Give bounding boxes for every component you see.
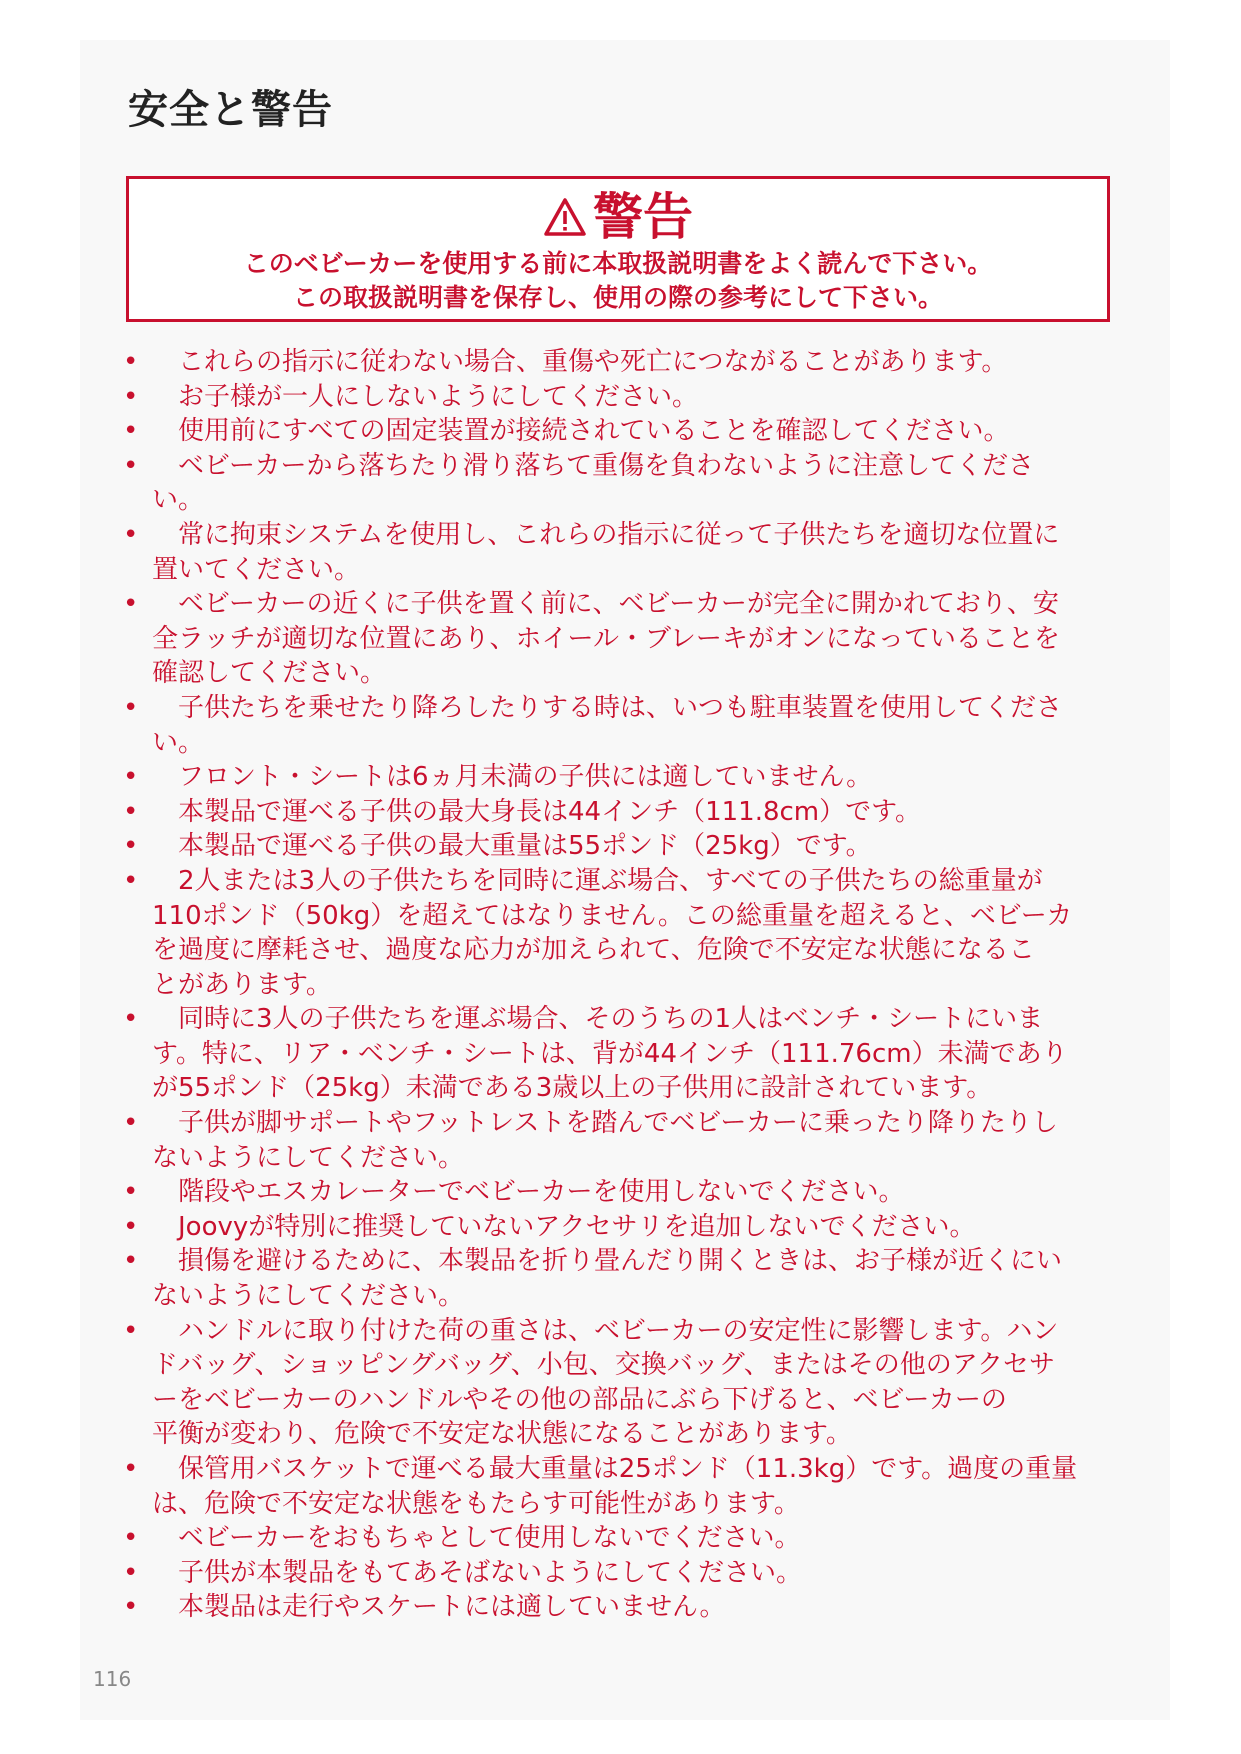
warning-item-line: ベビーカーから落ちたり滑り落ちて重傷を負わないように注意してくださ	[152, 450, 1035, 481]
warning-item	[120, 1590, 1160, 1625]
warning-item	[120, 1175, 1160, 1210]
bullet-icon: •	[123, 519, 139, 550]
warning-item	[120, 1314, 1160, 1452]
warning-line-1: このベビーカーを使用する前に本取扱説明書をよく読んで下さい。	[243, 249, 993, 278]
warning-item-line: 平衡が変わり、危険で不安定な状態になることがあります。	[152, 1419, 852, 1450]
warning-item	[120, 691, 1160, 760]
bullet-icon: •	[123, 1557, 139, 1588]
bullet-icon: •	[123, 1108, 139, 1139]
warning-item-line: 損傷を避けるために、本製品を折り畳んだり開くときは、お子様が近くにい	[152, 1246, 1063, 1277]
warning-item	[120, 1244, 1160, 1313]
warning-item-text	[152, 1452, 1160, 1521]
warning-item	[120, 587, 1160, 691]
warning-item-line: 全ラッチが適切な位置にあり、ホイール・ブレーキがオンになっていることを	[152, 623, 1060, 654]
warning-triangle-icon	[543, 197, 587, 237]
warning-item-line: 保管用バスケットで運べる最大重量は25ポンド（11.3kg）です。過度の重量	[152, 1454, 1078, 1484]
bullet-icon: •	[123, 589, 139, 620]
bullet-icon: •	[123, 1177, 139, 1208]
warning-item-line: い。	[152, 727, 205, 758]
warning-item	[120, 1556, 1160, 1591]
warning-item-line: 置いてください。	[152, 554, 361, 585]
warning-item	[120, 518, 1160, 587]
warning-item-line: 常に拘束システムを使用し、これらの指示に従って子供たちを適切な位置に	[152, 519, 1060, 550]
warning-item	[120, 795, 1160, 830]
warning-item	[120, 829, 1160, 864]
warning-item	[120, 414, 1160, 449]
warning-item-text	[152, 1106, 1160, 1175]
bullet-icon: •	[123, 692, 139, 723]
warning-item-line: 110ポンド（50kg）を超えてはなりません。この総重量を超えると、ベビーカ	[152, 900, 1073, 931]
warning-box	[126, 176, 1110, 322]
warning-item-text	[152, 1314, 1160, 1452]
warning-item-line: 本製品は走行やスケートには適していません。	[152, 1592, 726, 1623]
bullet-icon: •	[123, 831, 139, 862]
warning-item-line: 同時に3人の子供たちを運ぶ場合、そのうちの1人はベンチ・シートにいま	[152, 1004, 1044, 1035]
warning-item-text	[152, 795, 1160, 830]
warning-item-line: ベビーカーをおもちゃとして使用しないでください。	[152, 1523, 801, 1554]
warning-item-text	[152, 864, 1160, 1002]
warning-item-line: 子供たちを乗せたり降ろしたりする時は、いつも駐車装置を使用してくださ	[152, 692, 1063, 723]
warning-item-line: 確認してください。	[152, 658, 387, 689]
bullet-icon: •	[123, 1523, 139, 1554]
page-title: 安全と警告	[128, 87, 333, 133]
warning-item-line: お子様が一人にしないようにしてください。	[152, 381, 699, 412]
warning-item-line: ないようにしてください。	[152, 1142, 465, 1173]
bullet-icon: •	[123, 865, 139, 896]
warning-item-text	[152, 587, 1160, 691]
warning-item-line: ハンドルに取り付けた荷の重さは、ベビーカーの安定性に影響します。ハン	[152, 1315, 1059, 1346]
warning-item-line: とがあります。	[152, 969, 332, 1000]
warning-list	[120, 345, 1160, 1625]
bullet-icon: •	[123, 1246, 139, 1277]
warning-item-line: い。	[152, 485, 205, 516]
bullet-icon: •	[123, 381, 139, 412]
warning-line-2: この取扱説明書を保存し、使用の際の参考にして下さい。	[292, 283, 943, 312]
warning-item-text	[152, 449, 1160, 518]
bullet-icon: •	[123, 1315, 139, 1346]
bullet-icon: •	[123, 762, 139, 793]
warning-item-text	[152, 1556, 1160, 1591]
warning-item-line: が55ポンド（25kg）未満である3歳以上の子供用に設計されています。	[152, 1073, 993, 1104]
warning-heading: 警告	[593, 188, 693, 246]
warning-item-line: を過度に摩耗させ、過度な応力が加えられて、危険で不安定な状態になるこ	[152, 935, 1035, 966]
bullet-icon: •	[123, 1004, 139, 1035]
bullet-icon: •	[123, 347, 139, 377]
warning-item	[120, 1452, 1160, 1521]
bullet-icon: •	[123, 450, 139, 481]
warning-item-line: 階段やエスカレーターでベビーカーを使用しないでください。	[152, 1177, 905, 1208]
warning-item-line: 2人または3人の子供たちを同時に運ぶ場合、すべての子供たちの総重量が	[152, 865, 1043, 896]
warning-item	[120, 449, 1160, 518]
warning-item-line: 本製品で運べる子供の最大身長は44インチ（111.8cm）です。	[152, 796, 922, 827]
warning-item-line: す。特に、リア・ベンチ・シートは、背が44インチ（111.76cm）未満であり	[152, 1038, 1068, 1069]
warning-item-line: これらの指示に従わない場合、重傷や死亡につながることがあります。	[152, 347, 1008, 377]
warning-item-text	[152, 414, 1160, 449]
bullet-icon: •	[123, 1454, 139, 1484]
warning-item-text	[152, 1210, 1160, 1245]
warning-item-line: フロント・シートは6ヵ月未満の子供には適していません。	[152, 762, 873, 793]
warning-item-text	[152, 1002, 1160, 1106]
warning-item-text	[152, 380, 1160, 415]
bullet-icon: •	[123, 1592, 139, 1623]
warning-item-text	[152, 1244, 1160, 1313]
warning-item-text	[152, 518, 1160, 587]
warning-item-line: ドバッグ、ショッピングバッグ、小包、交換バッグ、またはその他のアクセサ	[152, 1350, 1055, 1381]
warning-item-line: Joovyが特別に推奨していないアクセサリを追加しないでください。	[152, 1211, 976, 1242]
warning-item-text	[152, 691, 1160, 760]
warning-item-line: ーをベビーカーのハンドルやその他の部品にぶら下げると、ベビーカーの	[152, 1384, 1007, 1415]
warning-item-text	[152, 345, 1160, 380]
warning-item	[120, 1521, 1160, 1556]
warning-item	[120, 1002, 1160, 1106]
warning-item-text	[152, 829, 1160, 864]
warning-item-line: 本製品で運べる子供の最大重量は55ポンド（25kg）です。	[152, 831, 872, 862]
warning-item-line: ないようにしてください。	[152, 1281, 465, 1312]
warning-item-line: 使用前にすべての固定装置が接続されていることを確認してください。	[152, 416, 1010, 447]
warning-header	[129, 187, 1107, 247]
warning-item-text	[152, 1521, 1160, 1556]
warning-item-text	[152, 1590, 1160, 1625]
warning-item	[120, 345, 1160, 380]
warning-item-line: ベビーカーの近くに子供を置く前に、ベビーカーが完全に開かれており、安	[152, 589, 1059, 620]
bullet-icon: •	[123, 796, 139, 827]
warning-item-text	[152, 760, 1160, 795]
warning-item	[120, 760, 1160, 795]
warning-item-line: 子供が脚サポートやフットレストを踏んでベビーカーに乗ったり降りたりし	[152, 1108, 1058, 1139]
warning-item-line: は、危険で不安定な状態をもたらす可能性があります。	[152, 1488, 800, 1519]
warning-item	[120, 864, 1160, 1002]
warning-item-line: 子供が本製品をもてあそばないようにしてください。	[152, 1557, 803, 1588]
bullet-icon: •	[123, 416, 139, 447]
bullet-icon: •	[123, 1211, 139, 1242]
warning-item-text	[152, 1175, 1160, 1210]
warning-item	[120, 380, 1160, 415]
page-number: 116	[93, 1667, 132, 1691]
warning-item	[120, 1106, 1160, 1175]
warning-item	[120, 1210, 1160, 1245]
